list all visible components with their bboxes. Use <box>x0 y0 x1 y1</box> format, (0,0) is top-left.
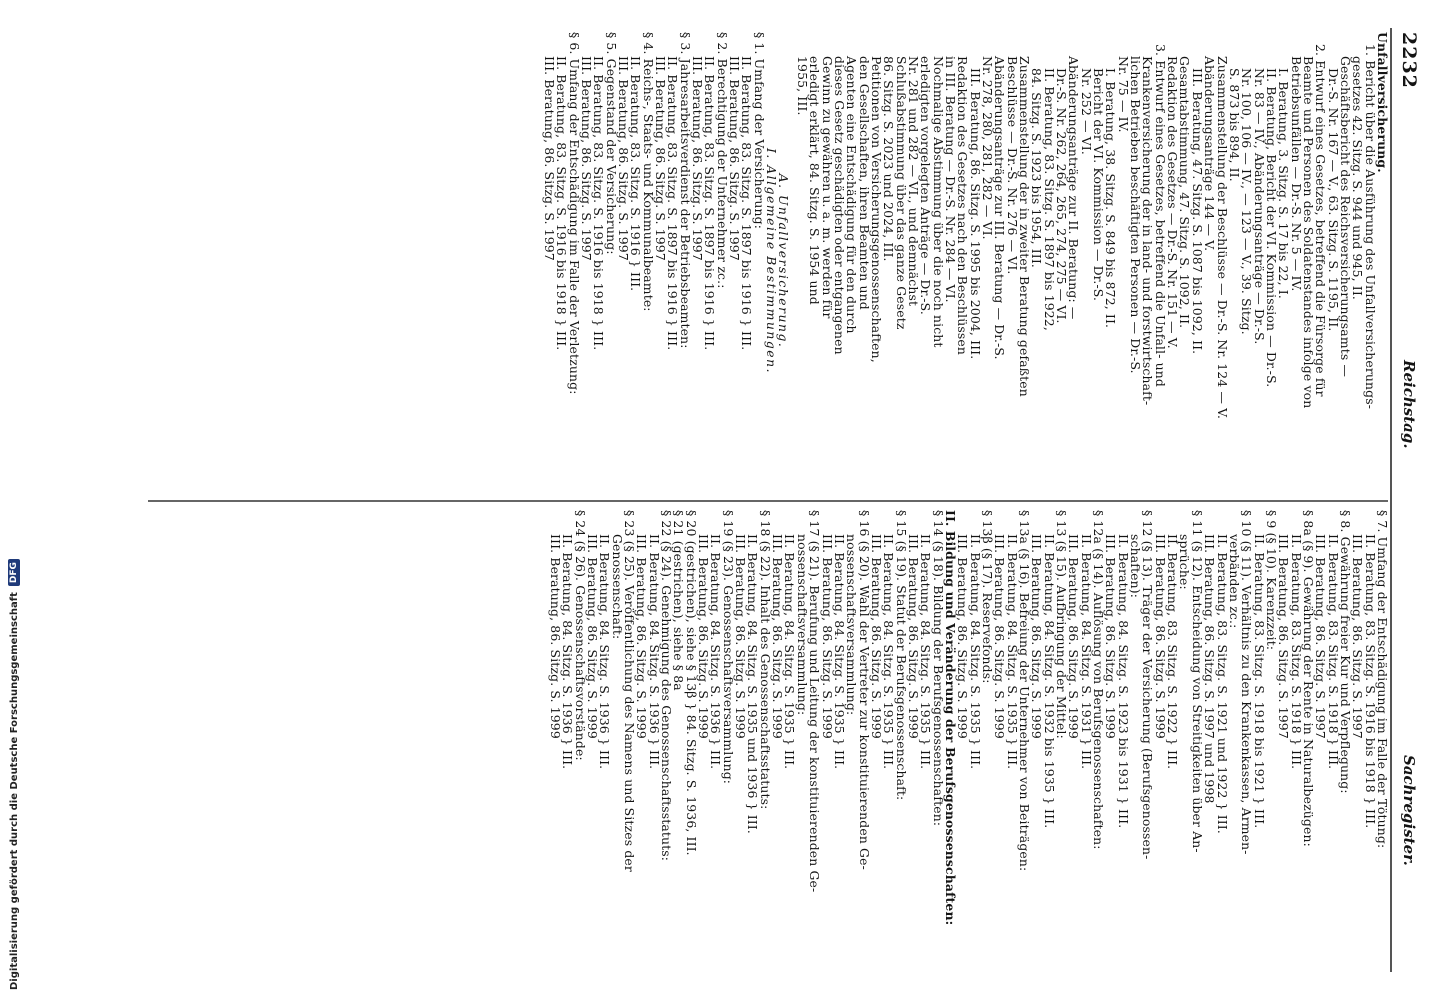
index-line: § 4. Reichs-, Staats- und Kommunalbeamte: <box>640 32 656 312</box>
index-line: Schlußabstimmung über das ganze Gesetz <box>893 56 909 330</box>
index-line: III. Beratung, 47. Sitzg. S. 1087 bis 1092, II. <box>1189 68 1205 355</box>
index-line: erledigt erklärt, 84. Sitzg. S. 1954 und <box>807 56 823 305</box>
index-line: III. Beratung, 86. Sitzg. S. 1997 <box>653 56 669 261</box>
index-line: § 8. Gewährung freier Kur und Verpflegung: <box>1337 510 1353 794</box>
index-line: II. Beratung, 83. Sitzg. S. 1916 bis 1918 } III. <box>554 56 570 351</box>
index-line: III. Beratung, 86. Sitzg. S. 1999 <box>992 534 1008 739</box>
centered-heading: A. Unfallversicherung. <box>776 173 792 349</box>
index-line: Zusammenstellung der Beschlüsse — Dr.-S. Nr. 124 — V. <box>1214 56 1230 420</box>
index-line: Beamte und Personen des Soldatenstandes infolge von <box>1300 56 1316 409</box>
index-line: lichen Betrieben beschäftigten Personen — Dr.-S. <box>1128 56 1144 374</box>
page-header <box>1392 0 1432 1000</box>
index-line: den Gesellschaften, ihren Beamten und <box>856 56 872 310</box>
section-heading: Unfallversicherung. <box>1375 32 1390 173</box>
index-line: Petitionen von Versicherungsgenossenschaften, <box>868 56 884 363</box>
index-line: § 9 (§ 10). Karenzzeit: <box>1263 510 1279 651</box>
index-line: nossenschaftsversammlung: <box>794 534 810 716</box>
index-line: Krankenversicherung der in land- und forstwirtschaft- <box>1140 56 1156 406</box>
index-line: S. 873 bis 894, II. <box>1226 68 1242 182</box>
index-line: II. Beratung, 83. Sitzg. S. 1897 bis 1916 } III. <box>702 56 718 351</box>
index-line: § 12a (§ 14). Auflösung von Berufsgenossenschaften: <box>1091 510 1107 850</box>
index-line: II. Beratung, 83. Sitzg. S. 1897 bis 1916 } III. <box>665 56 681 351</box>
index-line: sprüche: <box>1177 534 1193 590</box>
index-line: Redaktion des Gesetzes — Dr.-S. Nr. 151 — V. <box>1165 56 1181 349</box>
index-line: I. Beratung, 38. Sitzg. S. 849 bis 872, II. <box>1103 68 1119 329</box>
index-line: II. Beratung, 83. Sitzg. S. 1922 } III. <box>1165 534 1181 770</box>
index-line: Gesamtabstimmung, 47. Sitzg. S. 1092, II. <box>1177 56 1193 329</box>
index-line: III. Beratung, 86. Sitzg. S. 1997 <box>727 56 743 261</box>
index-line: Bericht der VI. Kommission — Dr.-S. <box>1091 68 1107 302</box>
index-line: § 23 (§ 25). Veröffentlichung des Namens und Sitzes der <box>622 510 638 872</box>
index-line: § 7. Umfang der Entschädigung im Falle der Tötung: <box>1375 510 1390 849</box>
index-line: III. Beratung, 86. Sitzg. S. 1999 <box>905 534 921 739</box>
index-line: Betriebsunfällen — Dr.-S. Nr. 5 — IV. <box>1288 56 1304 292</box>
index-line: § 13 (§ 15). Aufbringung der Mittel: <box>1054 510 1070 739</box>
index-line: III. Beratung, 86. Sitzg. S. 1999 <box>696 534 712 739</box>
page-number: 2232 <box>1398 32 1420 89</box>
index-line: III. Beratung, 86. Sitzg. S. 1997 <box>579 56 594 261</box>
index-line: II. Beratung, 84. Sitzg. S. 1935 } III. <box>782 534 798 770</box>
index-line: § 10 (§ 11). Verhältnis zu den Krankenkassen, Armen- <box>1239 510 1255 855</box>
index-line: III. Beratung, 86. Sitzg. S. 1997 <box>1350 534 1366 739</box>
index-line: Abänderungsanträge zur II. Beratung: — <box>1066 56 1082 320</box>
index-line: II. Beratung, 83. Sitzg. S. 1897 bis 1916 } III. <box>739 56 755 351</box>
index-line: II. Beratung, 84. Sitzg. S. 1932 bis 1935 } III. <box>1041 534 1057 829</box>
index-line: II. Beratung, 84. Sitzg. S. 1935 und 1936 } III. <box>745 534 761 834</box>
index-line: Nr. 281 und 282 — VI., und demnächst <box>905 56 921 307</box>
index-line: gesetzes 42. Sitzg. S. 944 und 945, II. <box>1350 56 1366 300</box>
digitization-note: Digitalisierung gefördert durch die Deutsche Forschungsgemeinschaft <box>8 592 20 990</box>
index-line: Redaktion des Gesetzes nach den Beschlüssen <box>955 56 971 355</box>
index-line: 86. Sitzg. S. 2023 und 2024, III. <box>881 56 897 262</box>
index-line: 1. Bericht über die Ausführung des Unfallversicherungs- <box>1362 44 1378 410</box>
index-line: II. Beratung, 83. Sitzg. S. 1916 bis 1918 } III. <box>591 56 607 351</box>
index-line: Dr.-S. Nr. 167 — V., 63. Sitzg. S. 1195, II. <box>1325 68 1341 332</box>
index-line: § 8a (§ 9). Gewährung der Rente in Naturalbezügen: <box>1300 510 1316 847</box>
index-line: III. Beratung, 86. Sitzg. S. 1999 <box>733 534 749 739</box>
index-line: § 12 (§ 13). Träger der Versicherung (Berufsgenossen- <box>1140 510 1156 860</box>
index-line: § 1. Umfang der Versicherung: <box>751 32 767 230</box>
index-line: II. Beratung, 84. Sitzg. S. 1936 } III. <box>646 534 662 770</box>
index-line: verbänden zc.: <box>1226 534 1242 629</box>
right-column <box>138 510 1388 968</box>
index-line: III. Beratung, 86. Sitzg. S. 1999 <box>585 534 600 739</box>
index-line: § 11 (§ 12). Entscheidung von Streitigkeiten über An- <box>1189 510 1205 853</box>
index-line: Nr. 100, 106 — IV., — 123 — V., 39. Sitzg. <box>1239 68 1255 335</box>
index-line: § 17 (§ 21). Berufung und Leitung der konstituierenden Ge- <box>807 510 823 893</box>
dfg-logo-icon: DFG <box>8 559 20 586</box>
index-line: III. Beratung, 86. Sitzg. S. 1999 <box>1029 534 1045 739</box>
index-line: § 13β (§ 17). Reservefonds: <box>980 510 995 684</box>
index-line: § 3. Jahresarbeitsverdienst der Betriebsbeamten: <box>677 32 693 349</box>
index-line: III. Beratung, 86. Sitzg. S. 1997 <box>1313 534 1329 739</box>
index-line: Nr. 278, 280, 281, 282 — VI. <box>980 56 995 240</box>
index-line: III. Beratung, 86. Sitzg. S. 1999 <box>1066 534 1082 739</box>
index-line: 3. Entwurf eines Gesetzes, betreffend die Unfall- und <box>1152 44 1168 388</box>
index-line: II. Beratung, 84. Sitzg. S. 1923 bis 1931 } III. <box>1115 534 1131 829</box>
index-line: nossenschaftsversammlung: <box>844 534 860 716</box>
index-line: III. Beratung, 86. Sitzg. S. 1999 <box>547 534 563 739</box>
index-line: § 18 (§ 22). Inhalt des Genossenschaftsstatuts: <box>757 510 773 810</box>
index-line: II. Beratung, 83. Sitzg. S. 1918 bis 1921 } III. <box>1251 534 1267 829</box>
index-line: III. Beratung, 86. Sitzg. S. 1997 <box>616 56 632 261</box>
index-line: § 5. Gegenstand der Versicherung: <box>603 32 619 255</box>
left-column <box>138 32 1388 490</box>
index-line: II. Beratung, 84. Sitzg. S. 1936 } III. <box>708 534 724 770</box>
digitization-footer <box>4 0 26 1000</box>
index-line: II. Beratung, 83. Sitzg. S. 1918 } III. <box>1288 534 1304 770</box>
index-line: II. Beratung, 84. Sitzg. S. 1935 } III. <box>831 534 847 770</box>
index-line: II. Beratung, 84. Sitzg. S. 1935 } III. <box>967 534 983 770</box>
index-line: in III. Beratung — Dr.-S. Nr. 284 — VI. <box>942 56 958 303</box>
index-line: § 24 (§ 26). Genossenschaftsvorstände: <box>572 510 588 761</box>
index-line: Abänderungsanträge zur III. Beratung — Dr.-S. <box>992 56 1008 360</box>
index-line: II. Beratung, 84. Sitzg. S. 1931 } III. <box>1078 534 1094 770</box>
index-line: 1955, III. <box>794 56 810 116</box>
index-line: Nr. 252 — VI. <box>1078 68 1094 155</box>
centered-heading: I. Allgemeine Bestimmungen. <box>764 147 780 375</box>
index-line: schaften): <box>1128 534 1144 599</box>
running-title-left: Reichstag. <box>1400 360 1418 449</box>
index-line: II. Beratung, 83. Sitzg. S. 1918 } III. <box>1325 534 1341 770</box>
index-line: § 2. Berechtigung der Unternehmer zc.: <box>714 32 730 289</box>
index-line: Gewinn zu gewähren u. a. m. werden für <box>819 56 835 319</box>
index-line: I. Beratung, 3. Sitzg. S. 17 bis 22, I. <box>1276 68 1292 299</box>
index-line: Abänderungsanträge 144 — V. <box>1202 56 1218 252</box>
index-line: 2. Entwurf eines Gesetzes, betreffend die Fürsorge für <box>1313 44 1329 397</box>
column-divider <box>148 500 1388 502</box>
index-line: § 19 (§ 23). Genossenschaftsversammlung: <box>720 510 736 785</box>
index-line: II. Beratung, 84. Sitzg. S. 1935 } III. <box>881 534 897 770</box>
index-line: II. Beratung, 84. Sitzg. S. 1935 } III. <box>1004 534 1020 770</box>
index-line: § 21 (gestrichen), siehe § 8a <box>671 510 687 691</box>
index-line: III. Beratung, 86. Sitzg. S. 1999 <box>955 534 971 739</box>
index-line: Zusammenstellung der in zweiter Beratung gefaßten <box>1017 56 1033 397</box>
index-line: III. Beratung, 86. Sitzg. S. 1997 <box>541 56 557 261</box>
index-line: § 16 (§ 20). Wahl der Vertreter zur konstituierenden Ge- <box>856 510 872 870</box>
index-line: II. Beratung, 83. Sitzg. S. 1921 und 1922 } III. <box>1214 534 1230 834</box>
index-line: III. Beratung, 86. Sitzg. S. 1999 <box>634 534 650 739</box>
index-line: Dr.-S. Nr. 262, 264, 265, 274, 275 — VI. <box>1054 68 1070 324</box>
index-line: III. Beratung, 86. Sitzg. S. 1999 <box>1103 534 1119 739</box>
index-line: § 6. Umfang der Entschädigung im Falle der Verletzung: <box>566 32 582 395</box>
index-line: II. Beratung, 83. Sitzg. S. 1916 bis 1918 } III. <box>1362 534 1378 829</box>
index-line: III. Beratung, 86. Sitzg. S. 1999 <box>868 534 884 739</box>
index-line: II. Beratung, 84. Sitzg. S. 1936 } III. <box>597 534 613 770</box>
index-line: Nr. 83 — IV., Abänderungsanträge — Dr.-S. <box>1251 68 1267 345</box>
header-divider <box>1390 28 1392 972</box>
index-line: II. Beratung, 84. Sitzg. S. 1935 } III. <box>918 534 934 770</box>
index-line: erledigten vorgelegten Anträge — Dr.-S. <box>918 56 934 315</box>
index-line: dieses Gesetz geschädigten oder entgangenen <box>831 56 847 355</box>
index-line: Genossenschaft: <box>609 534 625 640</box>
index-line: § 14 (§ 18). Bildung der Berufsgenossenschaften: <box>930 510 946 827</box>
running-title-right: Sachregister. <box>1400 755 1418 866</box>
index-line: III. Beratung, 86. Sitzg. S. 1997 <box>690 56 706 261</box>
index-line: II. Beratung, 84. Sitzg. S. 1936 } III. <box>560 534 576 770</box>
section-heading: II. Bildung und Veränderung der Berufsgenossenschaften: <box>942 510 958 926</box>
index-line: III. Beratung, 86. Sitzg. S. 1999 <box>1152 534 1168 739</box>
index-line: III. Beratung, 86. Sitzg. S. 1995 bis 2004, III. <box>967 68 983 360</box>
index-line: II. Beratung, 83. Sitzg. S. 1897 bis 1922, <box>1041 68 1057 331</box>
index-line: § 20 (gestrichen), siehe § 13β } 84. Sitzg. S. 1936, III. <box>683 510 699 856</box>
index-line: Nr. 75 — IV. <box>1115 56 1131 133</box>
index-line: II. Beratung, Bericht der VI. Kommission — Dr.-S. <box>1263 68 1279 388</box>
index-line: II. Beratung, 83. Sitzg. S. 1916 } III. <box>628 56 644 292</box>
index-line: 84. Sitzg. S. 1923 bis 1954, III. <box>1029 68 1045 268</box>
index-line: III. Beratung, 86. Sitzg. S. 1997 <box>1276 534 1292 739</box>
index-line: III. Beratung, 86. Sitzg. S. 1999 <box>770 534 786 739</box>
index-line: Nochmalige Abstimmung über die noch nicht <box>930 56 946 348</box>
index-line: Geschäftsbericht des Reichsversicherungsamts — <box>1337 56 1353 377</box>
index-line: § 15 (§ 19). Statut der Berufsgenossenschaft: <box>893 510 909 801</box>
index-line: § 22 (§ 24). Genehmigung des Genossenschaftsstatuts: <box>659 510 675 862</box>
index-line: § 13a (§ 16). Befreiung der Unternehmer von Beiträgen: <box>1017 510 1033 872</box>
index-line: Agenten eine Entschädigung für den durch <box>844 56 860 334</box>
index-line: Beschlüsse — Dr.-S. Nr. 276 — VI. <box>1004 56 1020 275</box>
document-page <box>92 0 1432 1000</box>
index-line: III. Beratung, 86. Sitzg. S. 1999 <box>819 534 835 739</box>
index-line: III. Beratung, 86. Sitzg. S. 1997 und 1998 <box>1202 534 1218 804</box>
